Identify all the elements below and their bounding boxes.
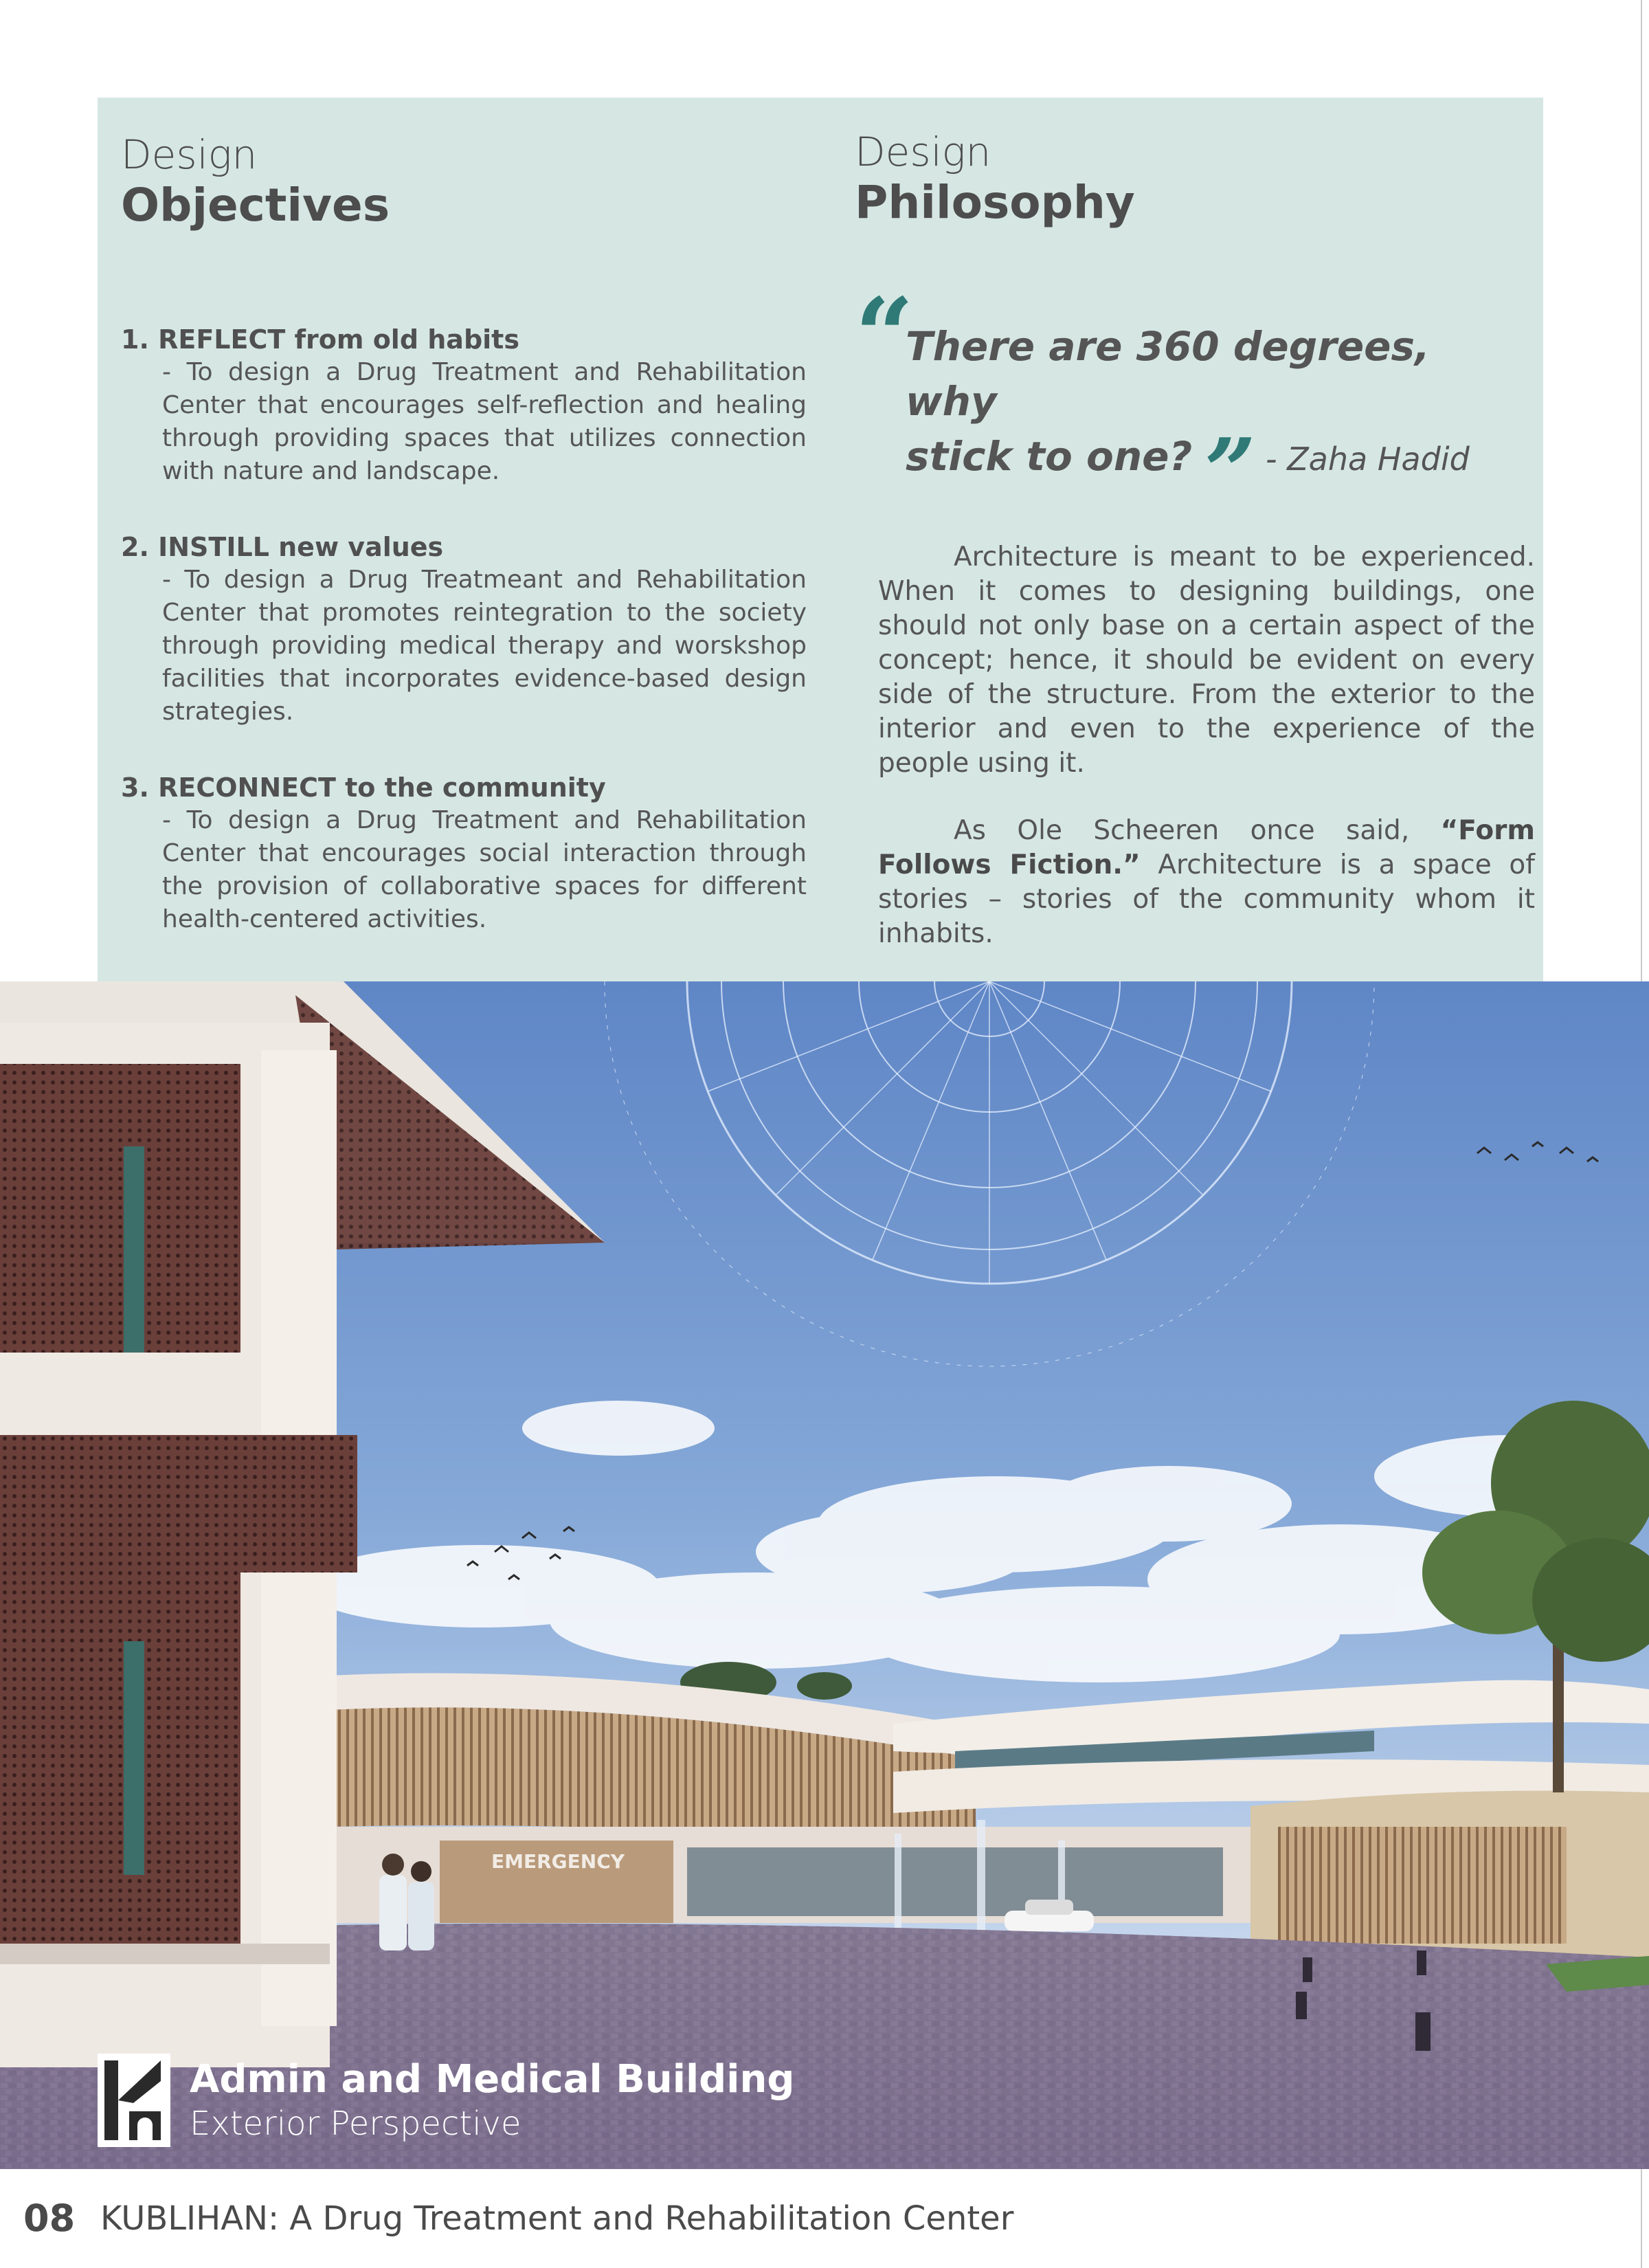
- page-footer: [23, 2191, 1604, 2246]
- open-quote-icon: “: [855, 276, 915, 397]
- objective-item: [121, 771, 808, 936]
- objective-body: - To design a Drug Treatment and Rehabilitation Center that encourages social interaction through the provision of collaborative spaces for different health-centered activities.: [162, 806, 807, 933]
- objective-title: 1. REFLECT from old habits: [121, 324, 519, 355]
- quote-line-2-row: [906, 418, 1524, 524]
- exterior-rendering: [0, 981, 1649, 2169]
- quote-author: - Zaha Hadid: [1265, 441, 1470, 478]
- image-caption: [98, 2054, 853, 2147]
- objective-body: - To design a Drug Treatmeant and Rehabilitation Center that promotes reintegration to the society through providing medical therapy and worskshop facilities that incorporates evidence-based design strategies.: [162, 566, 807, 726]
- kublihan-logo-icon: [98, 2054, 170, 2147]
- design-panel: [98, 98, 1543, 984]
- caption-subtitle: Exterior Perspective: [190, 2104, 521, 2143]
- philosophy-paragraph-1: Architecture is meant to be experienced. When it comes to designing buildings, one should not only base on a certain aspect of the concept; hence, it should be evident on every side of the structure. From the exterior to the interior and even to the experience of the people using it.: [878, 542, 1535, 779]
- paragraph-2-suffix: Architecture is a space of stories – stories of the community whom it inhabits.: [878, 849, 1535, 949]
- philosophy-column: [855, 128, 1535, 949]
- objective-item: [121, 323, 808, 488]
- paragraph-2-prefix: As Ole Scheeren once said,: [954, 815, 1441, 846]
- objective-item: [121, 531, 808, 729]
- footer-title: KUBLIHAN: A Drug Treatment and Rehabilitation Center: [100, 2199, 1014, 2238]
- quote-text: [906, 319, 1524, 524]
- form-follows-fiction-quote: “Form Follows Fiction.”: [878, 815, 1535, 880]
- objectives-heading-bold: Objectives: [121, 179, 390, 232]
- objective-title: 2. INSTILL new values: [121, 532, 444, 562]
- pull-quote: [855, 276, 1535, 524]
- objectives-list: [121, 323, 808, 979]
- quote-line-1: There are 360 degrees, why: [906, 323, 1431, 425]
- emergency-sign: EMERGENCY: [491, 1850, 625, 1873]
- philosophy-body: [878, 540, 1535, 984]
- close-quote-icon: ”: [1204, 418, 1256, 524]
- objectives-column: [121, 131, 808, 933]
- objectives-heading-light: Design: [121, 131, 258, 178]
- philosophy-heading-bold: Philosophy: [855, 176, 1135, 229]
- objective-title: 3. RECONNECT to the community: [121, 772, 606, 803]
- page-number: 08: [23, 2197, 76, 2240]
- philosophy-heading-light: Design: [855, 129, 991, 175]
- philosophy-paragraph-2: [878, 814, 1535, 951]
- quote-line-2: stick to one?: [906, 433, 1193, 480]
- caption-title: Admin and Medical Building: [190, 2057, 795, 2102]
- objective-body: - To design a Drug Treatment and Rehabilitation Center that encourages self-reflection and healing through providing spaces that utilizes connection with nature and landscape.: [162, 358, 807, 485]
